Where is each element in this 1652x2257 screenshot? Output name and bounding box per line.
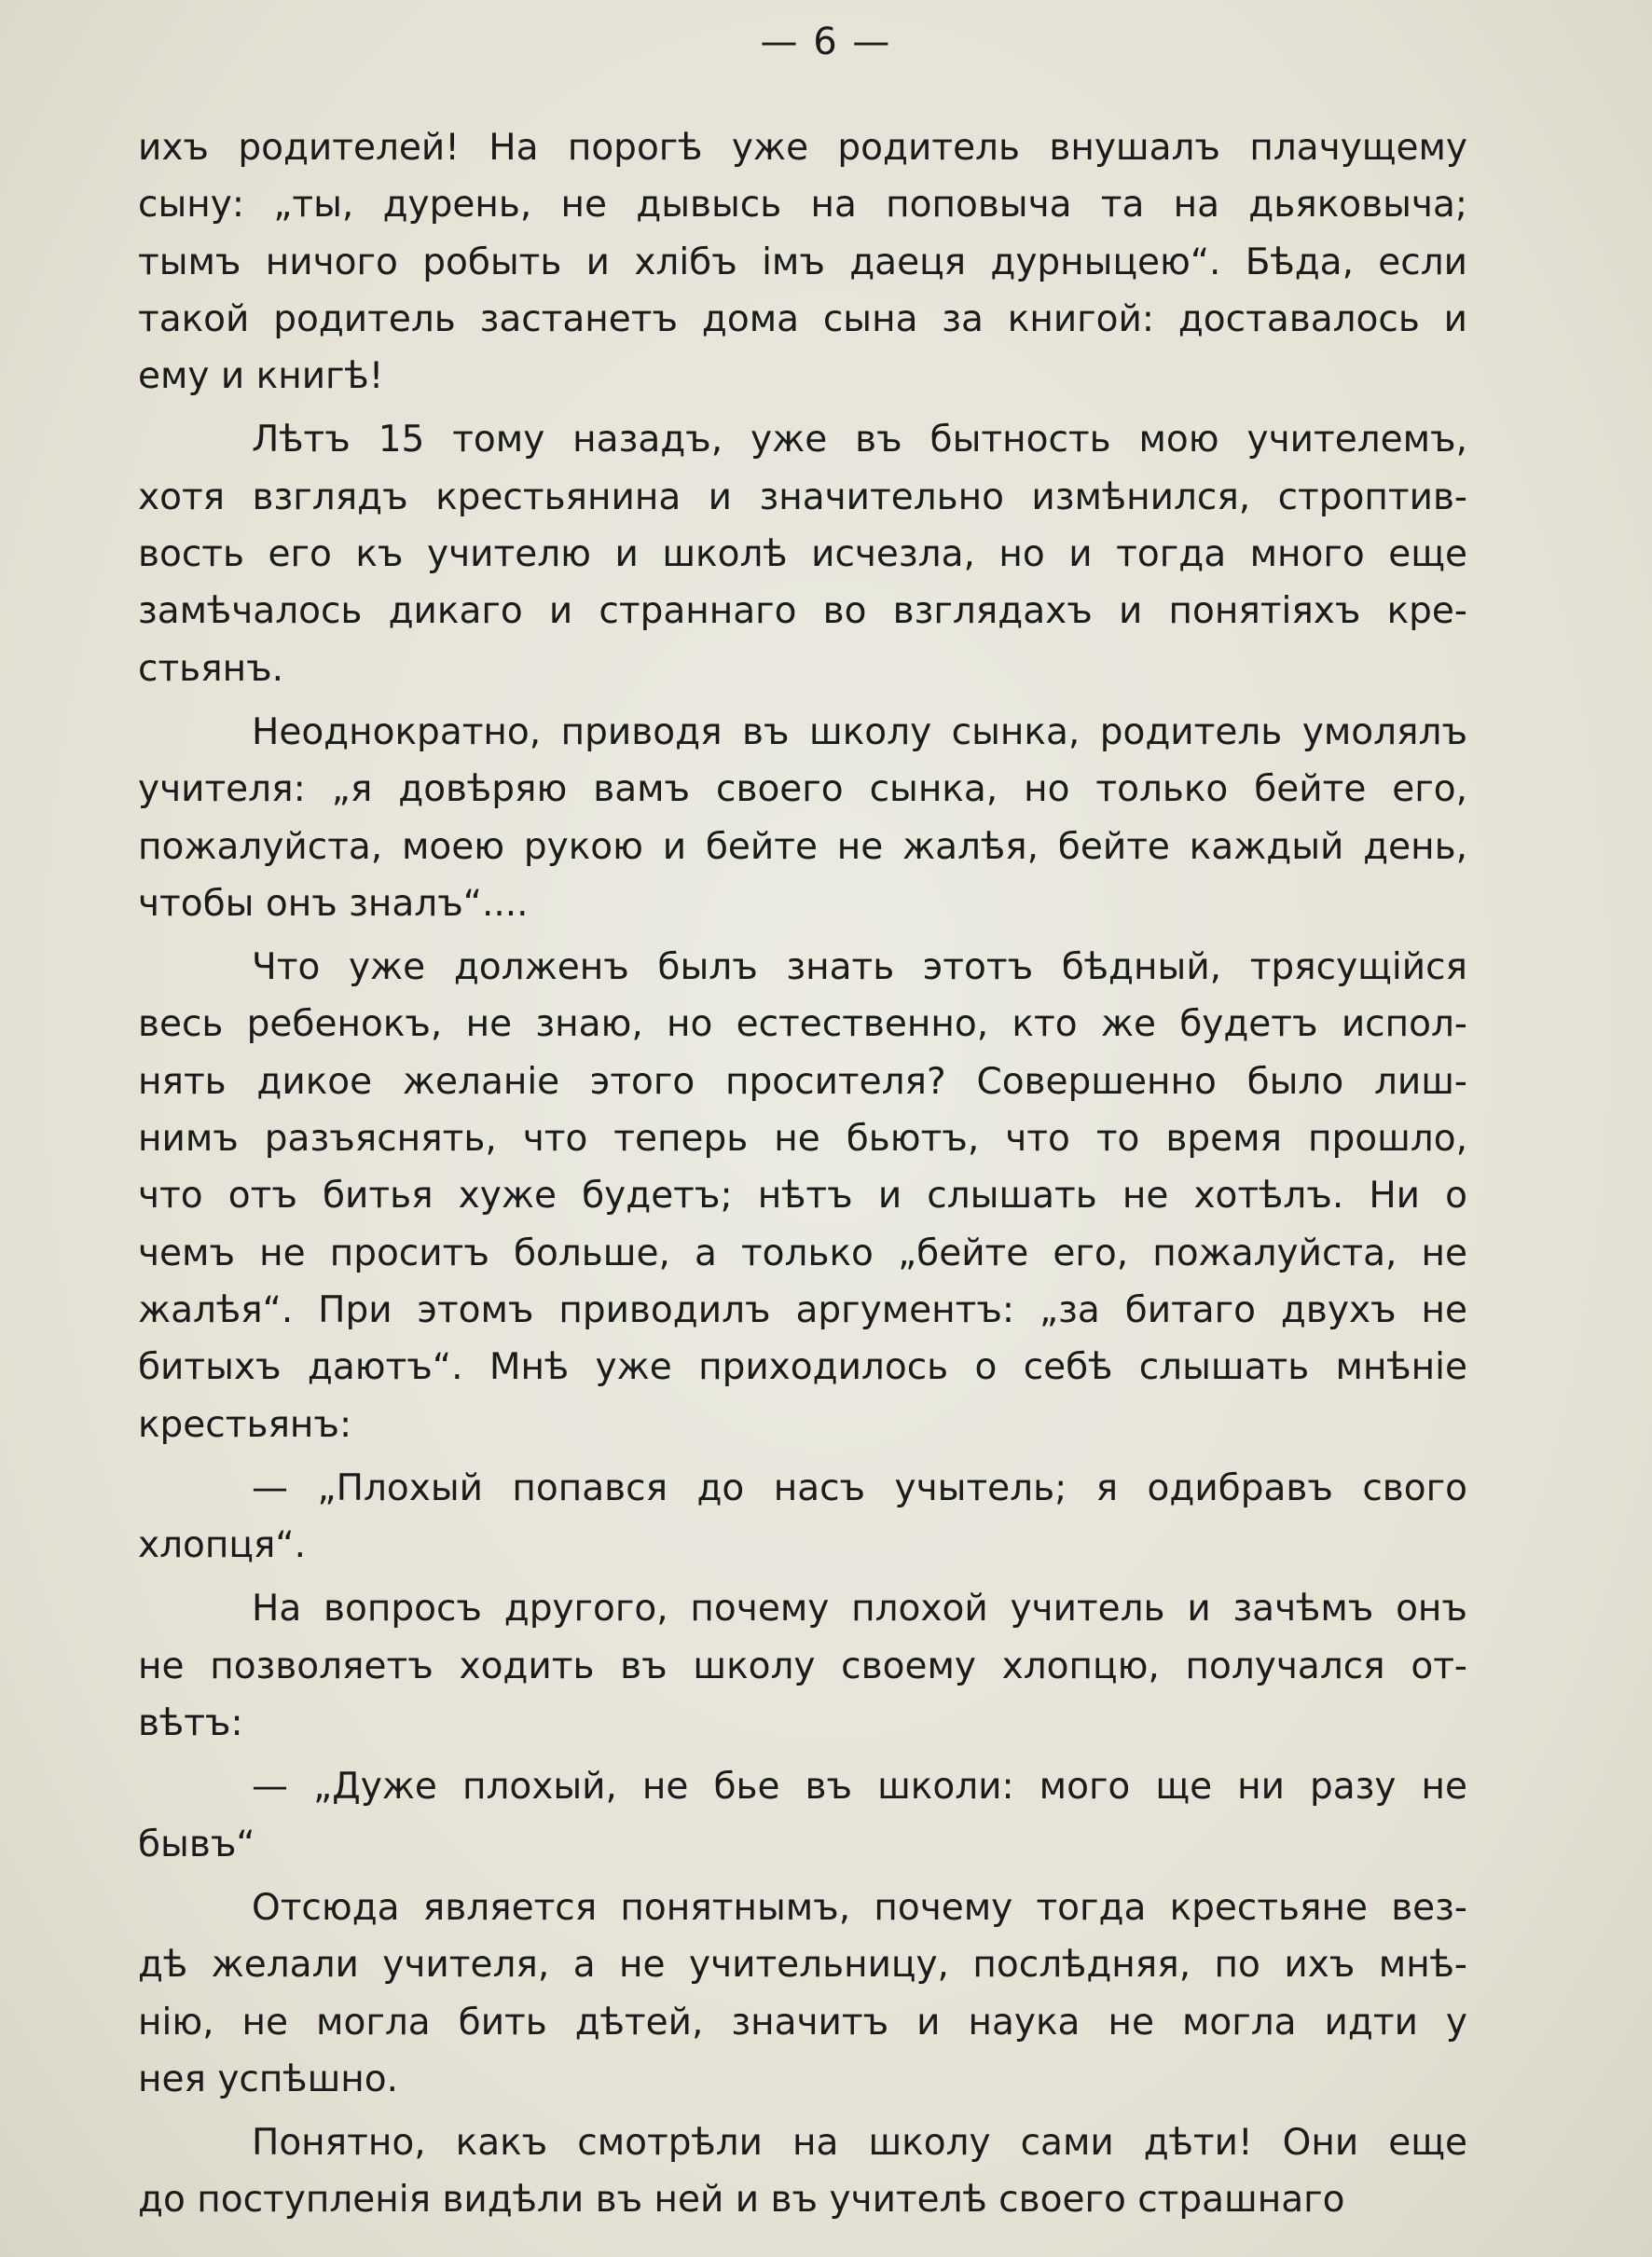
text-line: весь ребенокъ, не знаю, но естественно, кто же будетъ испол- [138,1003,1467,1046]
text-line: вость его къ учителю и школѣ исчезла, но и тогда много еще [138,533,1467,576]
text-line: дѣ желали учителя, а не учительницу, послѣдняя, по ихъ мнѣ- [138,1944,1467,1987]
paragraph [138,939,1467,1453]
text-line: до поступленія видѣли въ ней и въ учителѣ своего страшнаго [138,2179,1345,2222]
paragraph [138,1580,1467,1752]
body-text [138,119,1467,2236]
text-line: пожалуйста, моею рукою и бейте не жалѣя, бейте каждый день, [138,825,1467,868]
text-line: сыну: „ты, дурень, не дывысь на поповыча та на дьяковыча; [138,184,1467,227]
text-line: Неоднократно, приводя въ школу сынка, родитель умолялъ [252,710,1467,753]
text-line: — „Дуже плохый, не бье въ школи: мого ще ни разу не [252,1766,1467,1809]
text-line: жалѣя“. При этомъ приводилъ аргументъ: „за битаго двухъ не [138,1288,1467,1331]
text-line: нять дикое желаніе этого просителя? Совершенно было лиш- [138,1060,1467,1103]
paragraph [138,411,1467,696]
text-line: На вопросъ другого, почему плохой учитель и зачѣмъ онъ [252,1588,1467,1631]
paragraph [138,704,1467,932]
text-line: нимъ разъяснять, что теперь не бьютъ, что то время прошло, [138,1118,1467,1161]
text-line: Что уже долженъ былъ знать этотъ бѣдный, трясущійся [252,946,1467,989]
text-line: крестьянъ: [138,1403,352,1446]
text-line: не позволяетъ ходить въ школу своему хлопцю, получался от- [138,1645,1467,1687]
paragraph [138,119,1467,405]
text-line: ему и книгѣ! [138,355,384,398]
text-line: стьянъ. [138,647,284,690]
page-number: — 6 — [760,21,892,63]
text-line: ихъ родителей! На порогѣ уже родитель внушалъ плачущему [138,127,1467,169]
text-line: нію, не могла бить дѣтей, значитъ и наука не могла идти у [138,2001,1467,2044]
paragraph [138,1758,1467,1873]
text-line: хотя взглядъ крестьянина и значительно измѣнился, строптив- [138,475,1467,518]
text-line: бывъ“ [138,1823,255,1865]
text-line: чтобы онъ зналъ“.... [138,882,529,925]
text-line: Отсюда является понятнымъ, почему тогда крестьяне вез- [252,1886,1467,1929]
text-line: чемъ не проситъ больше, а только „бейте его, пожалуйста, не [138,1232,1467,1274]
text-line: хлопця“. [138,1524,306,1567]
text-line: что отъ битья хуже будетъ; нѣтъ и слышать не хотѣлъ. Ни о [138,1175,1467,1218]
text-line: замѣчалось дикаго и страннаго во взглядахъ и понятіяхъ кре- [138,590,1467,633]
text-line: — „Плохый попався до насъ учытель; я одибравъ свого [252,1466,1467,1509]
text-line: нея успѣшно. [138,2057,399,2100]
paragraph [138,1879,1467,2108]
paragraph [138,1460,1467,1575]
paragraph [138,2114,1467,2229]
text-line: такой родитель застанетъ дома сына за книгой: доставалось и [138,297,1467,340]
text-line: Лѣтъ 15 тому назадъ, уже въ бытность мою учителемъ, [252,419,1467,461]
text-line: вѣтъ: [138,1702,243,1745]
text-line: Понятно, какъ смотрѣли на школу сами дѣти! Они еще [252,2122,1467,2165]
text-line: учителя: „я довѣряю вамъ своего сынка, но только бейте его, [138,768,1467,811]
text-line: тымъ ничого робыть и хлібъ імъ даеця дурныцею“. Бѣда, если [138,241,1467,283]
text-line: битыхъ даютъ“. Мнѣ уже приходилось о себѣ слышать мнѣніе [138,1346,1467,1389]
